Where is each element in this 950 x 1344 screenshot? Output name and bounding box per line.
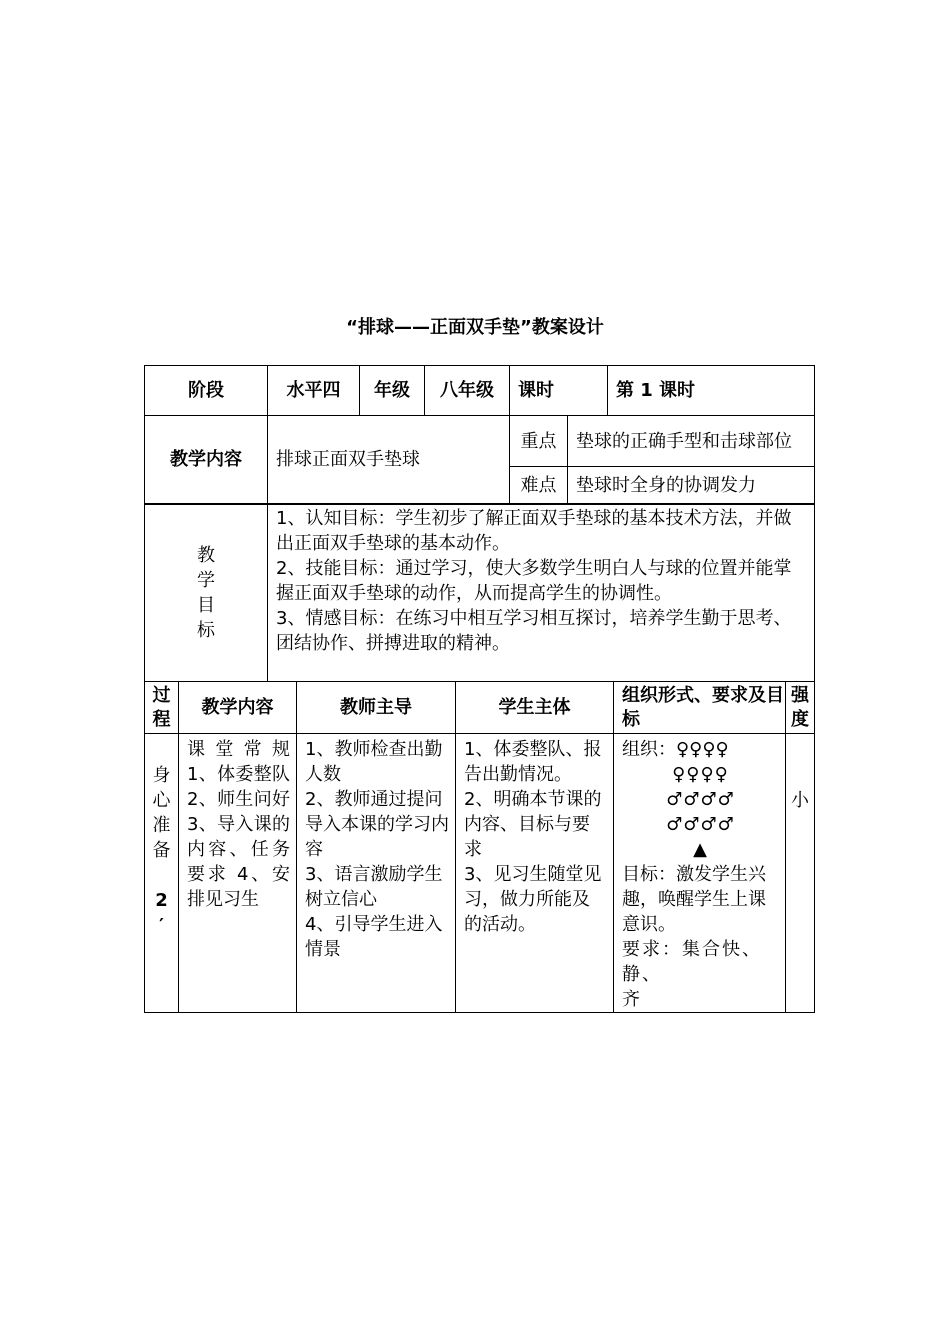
objectives-label-char: 学 xyxy=(197,570,215,591)
formation-row-male: ♂♂♂♂ xyxy=(666,814,735,835)
header-intensity: 强度 xyxy=(786,682,815,734)
key-point-value: 垫球的正确手型和击球部位 xyxy=(568,416,815,467)
objective-emotional: 3、情感目标：在练习中相互学习相互探讨，培养学生勤于思考、 xyxy=(276,608,792,629)
header-content: 教学内容 xyxy=(179,682,297,734)
header-teacher: 教师主导 xyxy=(297,682,456,734)
objectives-label-char: 标 xyxy=(197,620,215,641)
stage-label: 阶段 xyxy=(145,366,268,416)
objective-cognitive: 1、认知目标：学生初步了解正面双手垫球的基本技术方法，并做出正面双手垫球的基本动作。 xyxy=(276,508,792,554)
objectives-table xyxy=(144,504,815,682)
organization-requirement-end: 齐 xyxy=(622,989,640,1010)
lesson-label: 课时 xyxy=(510,366,608,416)
student-step: 1、体委整队、报告出勤情况。 xyxy=(464,739,602,785)
organization-label: 组织： xyxy=(622,739,676,760)
grade-value: 八年级 xyxy=(425,366,510,416)
header-student: 学生主体 xyxy=(456,682,614,734)
process-table xyxy=(144,681,815,1013)
process-stage-char: 身 xyxy=(152,765,171,786)
student-step: 2、明确本节课的内容、目标与要求 xyxy=(464,789,602,860)
process-time-unit: ′ xyxy=(159,915,164,936)
formation-row-male: ♂♂♂♂ xyxy=(666,789,735,810)
header-organization: 组织形式、要求及目标 xyxy=(614,682,786,734)
lesson-value: 第 1 课时 xyxy=(608,366,815,416)
key-point-label: 重点 xyxy=(510,416,568,467)
teacher-step: 1、教师检查出勤人数 xyxy=(305,739,443,785)
process-time: 2 xyxy=(155,890,168,911)
process-content: 课堂常规 1、体委整队 2、师生问好 3、导入课的内容、任务要求 4、安排见习生 xyxy=(179,734,297,1013)
teacher-step: 3、语言激励学生树立信心 xyxy=(305,864,443,910)
content-value: 排球正面双手垫球 xyxy=(268,416,510,504)
objectives-label-char: 目 xyxy=(197,595,215,616)
student-activity xyxy=(456,734,614,1013)
grade-label: 年级 xyxy=(360,366,425,416)
process-stage-char: 准 xyxy=(152,815,171,836)
objectives-label-char: 教 xyxy=(197,545,215,566)
teacher-step: 4、引导学生进入情景 xyxy=(305,914,443,960)
objectives-text xyxy=(268,505,815,682)
objective-skill: 2、技能目标：通过学习，使大多数学生明白人与球的位置并能掌握正面双手垫球的动作，从而提高学生的协调性。 xyxy=(276,558,792,604)
difficulty-value: 垫球时全身的协调发力 xyxy=(568,467,815,504)
organization-cell xyxy=(614,734,786,1013)
teacher-position-icon: ▲ xyxy=(693,839,708,860)
organization-line xyxy=(622,737,779,762)
teacher-step: 2、教师通过提问导入本课的学习内容 xyxy=(305,789,449,860)
lesson-info-table xyxy=(144,365,815,504)
process-stage xyxy=(145,734,179,1013)
formation-row-female: ♀♀♀♀ xyxy=(676,739,729,760)
objectives-label xyxy=(145,505,268,682)
process-stage-char: 心 xyxy=(152,790,171,811)
teacher-guidance xyxy=(297,734,456,1013)
content-label: 教学内容 xyxy=(145,416,268,504)
stage-value: 水平四 xyxy=(268,366,360,416)
difficulty-label: 难点 xyxy=(510,467,568,504)
student-step: 3、见习生随堂见习，做力所能及的活动。 xyxy=(464,864,602,935)
organization-goal: 目标：激发学生兴趣，唤醒学生上课意识。 xyxy=(622,864,766,935)
formation-row-female: ♀♀♀♀ xyxy=(672,764,729,785)
intensity-value: 小 xyxy=(786,734,815,1013)
process-stage-char: 备 xyxy=(152,840,171,861)
objective-emotional-end: 团结协作、拼搏进取的精神。 xyxy=(276,633,510,654)
header-process: 过程 xyxy=(145,682,179,734)
document-title: “排球——正面双手垫”教案设计 xyxy=(346,317,604,338)
organization-requirement: 要求：集合快、静、 xyxy=(622,939,762,985)
